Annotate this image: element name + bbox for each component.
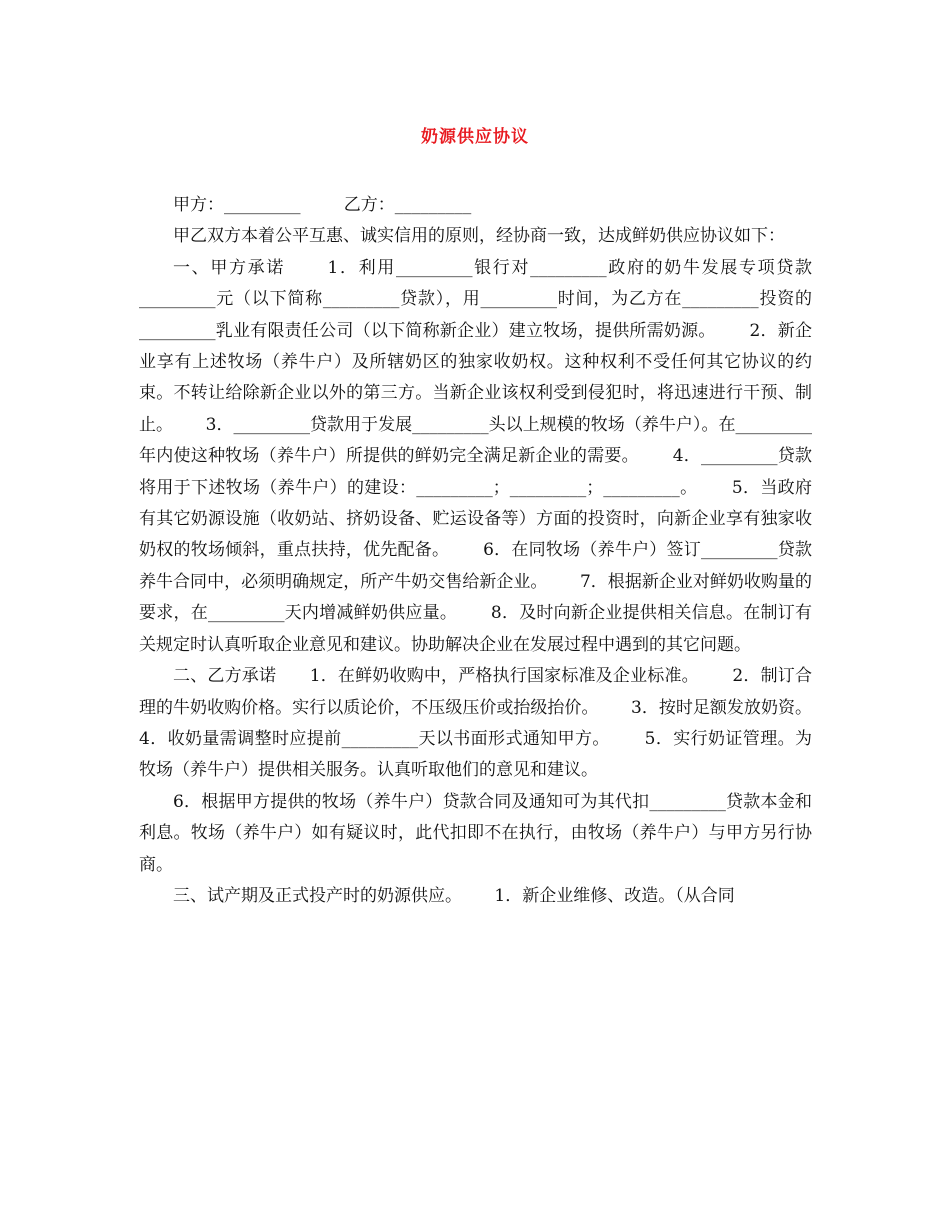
section-trial-production: 三、试产期及正式投产时的奶源供应。 1．新企业维修、改造。（从合同	[173, 885, 735, 906]
section-party-a-commitments: 一、甲方承诺 1．利用_________银行对_________政府的奶牛发展专项贷款_________元（以下简称_________贷款），用_________时间，为乙方在_________投资的_________乳业有限责任公司（以下简称新企业）建立牧场，提供所需奶源。 2．新企业享有上述牧场（养牛户）及所辖奶区的独家收奶权。这种权利不受任何其它协议的约束。不转让给除新企业以外的第三方。当新企业该权利受到侵犯时，将迅速进行干预、制止。 3．_________贷款用于发展_________头以上规模的牧场（养牛户）。在_________年内使这种牧场（养牛户）所提供的鲜奶完全满足新企业的需要。 4．_________贷款将用于下述牧场（养牛户）的建设：_________；_________；_________。 5．当政府有其它奶源设施（收奶站、挤奶设备、贮运设备等）方面的投资时，向新企业享有独家收奶权的牧场倾斜，重点扶持，优先配备。 6．在同牧场（养牛户）签订_________贷款养牛合同中，必须明确规定，所产牛奶交售给新企业。 7．根据新企业对鲜奶收购量的要求，在_________天内增减鲜奶供应量。 8．及时向新企业提供相关信息。在制订有关规定时认真听取企业意见和建议。协助解决企业在发展过程中遇到的其它问题。	[139, 257, 812, 655]
section-party-b-item-6: 6．根据甲方提供的牧场（养牛户）贷款合同及通知可为其代扣_________贷款本金和利息。牧场（养牛户）如有疑议时，此代扣即不在执行，由牧场（养牛户）与甲方另行协商。	[139, 791, 812, 875]
document-body	[139, 190, 845, 912]
intro-paragraph: 甲乙双方本着公平互惠、诚实信用的原则，经协商一致，达成鲜奶供应协议如下：	[173, 226, 785, 247]
parties-line: 甲方：_________ 乙方：_________	[173, 195, 472, 215]
document-title: 奶源供应协议	[421, 127, 529, 147]
section-party-b-commitments: 二、乙方承诺 1．在鲜奶收购中，严格执行国家标准及企业标准。 2．制订合理的牛奶收购价格。实行以质论价，不压级压价或抬级抬价。 3．按时足额发放奶资。 4．收奶量需调整时应提前_________天以书面形式通知甲方。 5．实行奶证管理。为牧场（养牛户）提供相关服务。认真听取他们的意见和建议。	[139, 666, 845, 781]
